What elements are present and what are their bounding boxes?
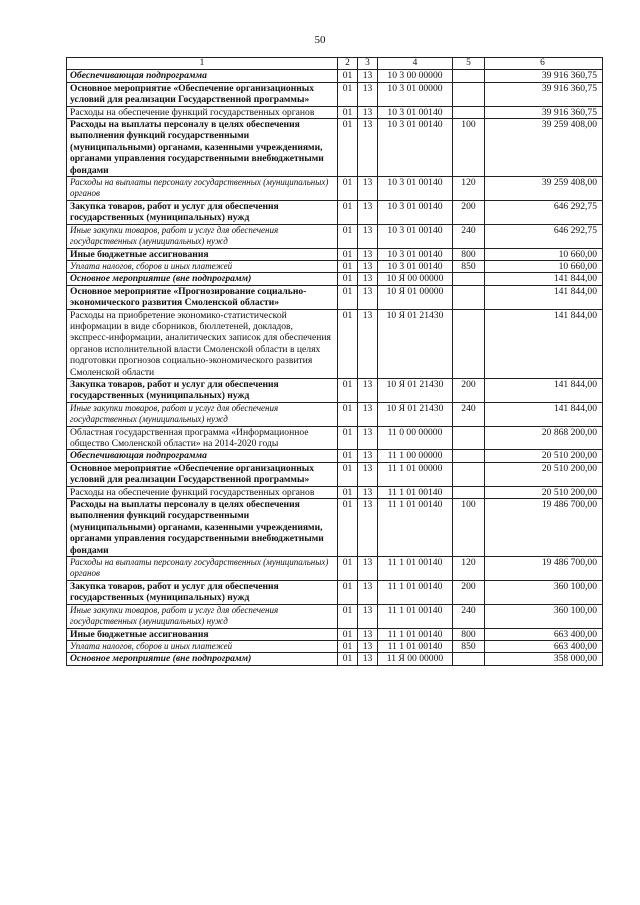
header-cell: 4: [378, 58, 453, 70]
expense-type-cell: 100: [453, 119, 485, 177]
table-row: [67, 653, 603, 665]
target-item-code-cell: 10 Я 00 00000: [378, 273, 453, 285]
expense-type-cell: 800: [453, 248, 485, 260]
table-row: [67, 462, 603, 486]
row-name-cell: Основное мероприятие (вне подпрограмм): [67, 653, 338, 665]
header-cell: 1: [67, 58, 338, 70]
expense-type-cell: [453, 653, 485, 665]
amount-cell: 141 844,00: [485, 309, 603, 378]
row-name-cell: Основное мероприятие «Прогнозирование социально-экономического развития Смоленской области»: [67, 285, 338, 309]
table-row: [67, 309, 603, 378]
table-row: [67, 273, 603, 285]
target-item-code-cell: 10 3 01 00140: [378, 119, 453, 177]
table-row: [67, 426, 603, 450]
target-item-code-cell: 11 1 01 00140: [378, 628, 453, 640]
expense-type-cell: [453, 273, 485, 285]
row-name-cell: Иные бюджетные ассигнования: [67, 248, 338, 260]
amount-cell: 19 486 700,00: [485, 557, 603, 581]
section-code-cell: 01: [338, 378, 358, 402]
table-row: [67, 580, 603, 604]
amount-cell: 20 868 200,00: [485, 426, 603, 450]
amount-cell: 20 510 200,00: [485, 462, 603, 486]
table-row: [67, 260, 603, 272]
target-item-code-cell: 10 3 01 00140: [378, 260, 453, 272]
subsection-code-cell: 13: [358, 309, 378, 378]
target-item-code-cell: 10 Я 01 21430: [378, 378, 453, 402]
budget-table: [66, 57, 603, 666]
subsection-code-cell: 13: [358, 426, 378, 450]
target-item-code-cell: 10 3 01 00140: [378, 248, 453, 260]
row-name-cell: Расходы на приобретение экономико-статистической информации в виде сборников, бюллетеней, докладов, экспресс-информации, аналитических записок для обеспечения органов исполнительной власти Смоленской области в целях подготовки прогнозов социально-экономического развития Смоленской области: [67, 309, 338, 378]
budget-table-body: [67, 58, 603, 666]
amount-cell: 20 510 200,00: [485, 486, 603, 498]
target-item-code-cell: 11 1 00 00000: [378, 450, 453, 462]
expense-type-cell: [453, 285, 485, 309]
subsection-code-cell: 13: [358, 557, 378, 581]
row-name-cell: Иные бюджетные ассигнования: [67, 628, 338, 640]
amount-cell: 141 844,00: [485, 273, 603, 285]
target-item-code-cell: 11 0 00 00000: [378, 426, 453, 450]
expense-type-cell: [453, 486, 485, 498]
target-item-code-cell: 11 1 01 00140: [378, 580, 453, 604]
target-item-code-cell: 10 3 01 00140: [378, 106, 453, 118]
section-code-cell: 01: [338, 580, 358, 604]
header-cell: 2: [338, 58, 358, 70]
section-code-cell: 01: [338, 200, 358, 224]
amount-cell: 10 660,00: [485, 260, 603, 272]
section-code-cell: 01: [338, 450, 358, 462]
target-item-code-cell: 10 Я 01 00000: [378, 285, 453, 309]
target-item-code-cell: 11 1 01 00140: [378, 486, 453, 498]
subsection-code-cell: 13: [358, 224, 378, 248]
row-name-cell: Расходы на обеспечение функций государственных органов: [67, 486, 338, 498]
subsection-code-cell: 13: [358, 260, 378, 272]
expense-type-cell: [453, 309, 485, 378]
subsection-code-cell: 13: [358, 177, 378, 201]
expense-type-cell: 120: [453, 557, 485, 581]
section-code-cell: 01: [338, 224, 358, 248]
section-code-cell: 01: [338, 604, 358, 628]
expense-type-cell: [453, 462, 485, 486]
expense-type-cell: [453, 70, 485, 82]
target-item-code-cell: 11 1 01 00140: [378, 604, 453, 628]
row-name-cell: Основное мероприятие (вне подпрограмм): [67, 273, 338, 285]
section-code-cell: 01: [338, 628, 358, 640]
row-name-cell: Обеспечивающая подпрограмма: [67, 450, 338, 462]
table-row: [67, 248, 603, 260]
row-name-cell: Закупка товаров, работ и услуг для обеспечения государственных (муниципальных) нужд: [67, 580, 338, 604]
page-number: 50: [314, 34, 326, 46]
amount-cell: 358 000,00: [485, 653, 603, 665]
amount-cell: 141 844,00: [485, 378, 603, 402]
target-item-code-cell: 10 Я 01 21430: [378, 309, 453, 378]
subsection-code-cell: 13: [358, 499, 378, 557]
section-code-cell: 01: [338, 653, 358, 665]
target-item-code-cell: 10 3 01 00140: [378, 224, 453, 248]
expense-type-cell: 200: [453, 378, 485, 402]
expense-type-cell: 200: [453, 580, 485, 604]
subsection-code-cell: 13: [358, 82, 378, 106]
amount-cell: 646 292,75: [485, 224, 603, 248]
target-item-code-cell: 10 3 01 00000: [378, 82, 453, 106]
section-code-cell: 01: [338, 426, 358, 450]
subsection-code-cell: 13: [358, 653, 378, 665]
table-row: [67, 402, 603, 426]
section-code-cell: 01: [338, 260, 358, 272]
section-code-cell: 01: [338, 285, 358, 309]
amount-cell: 360 100,00: [485, 604, 603, 628]
amount-cell: 39 916 360,75: [485, 106, 603, 118]
subsection-code-cell: 13: [358, 486, 378, 498]
section-code-cell: 01: [338, 557, 358, 581]
expense-type-cell: 800: [453, 628, 485, 640]
amount-cell: 39 259 408,00: [485, 119, 603, 177]
table-row: [67, 177, 603, 201]
amount-cell: 10 660,00: [485, 248, 603, 260]
subsection-code-cell: 13: [358, 640, 378, 652]
header-cell: 5: [453, 58, 485, 70]
subsection-code-cell: 13: [358, 378, 378, 402]
row-name-cell: Уплата налогов, сборов и иных платежей: [67, 260, 338, 272]
subsection-code-cell: 13: [358, 285, 378, 309]
expense-type-cell: 120: [453, 177, 485, 201]
table-row: [67, 557, 603, 581]
target-item-code-cell: 10 3 01 00140: [378, 177, 453, 201]
target-item-code-cell: 10 3 01 00140: [378, 200, 453, 224]
expense-type-cell: 850: [453, 640, 485, 652]
table-row: [67, 628, 603, 640]
amount-cell: 19 486 700,00: [485, 499, 603, 557]
amount-cell: 39 259 408,00: [485, 177, 603, 201]
table-row: [67, 604, 603, 628]
section-code-cell: 01: [338, 640, 358, 652]
row-name-cell: Основное мероприятие «Обеспечение организационных условий для реализации Государственной программы»: [67, 82, 338, 106]
amount-cell: 663 400,00: [485, 640, 603, 652]
amount-cell: 663 400,00: [485, 628, 603, 640]
row-name-cell: Областная государственная программа «Информационное общество Смоленской области» на 2014-2020 годы: [67, 426, 338, 450]
row-name-cell: Обеспечивающая подпрограмма: [67, 70, 338, 82]
row-name-cell: Расходы на выплаты персоналу государственных (муниципальных) органов: [67, 557, 338, 581]
section-code-cell: 01: [338, 402, 358, 426]
section-code-cell: 01: [338, 499, 358, 557]
subsection-code-cell: 13: [358, 402, 378, 426]
table-row: [67, 70, 603, 82]
section-code-cell: 01: [338, 309, 358, 378]
expense-type-cell: [453, 450, 485, 462]
header-row: [67, 58, 603, 70]
row-name-cell: Расходы на обеспечение функций государственных органов: [67, 106, 338, 118]
row-name-cell: Расходы на выплаты персоналу в целях обеспечения выполнения функций государственными (муниципальными) органами, казенными учреждениями, органами управления государственными внебюджетными фондами: [67, 499, 338, 557]
row-name-cell: Закупка товаров, работ и услуг для обеспечения государственных (муниципальных) нужд: [67, 378, 338, 402]
amount-cell: 20 510 200,00: [485, 450, 603, 462]
table-row: [67, 119, 603, 177]
amount-cell: 141 844,00: [485, 285, 603, 309]
amount-cell: 646 292,75: [485, 200, 603, 224]
header-cell: 6: [485, 58, 603, 70]
target-item-code-cell: 11 1 01 00140: [378, 640, 453, 652]
target-item-code-cell: 10 3 00 00000: [378, 70, 453, 82]
row-name-cell: Иные закупки товаров, работ и услуг для обеспечения государственных (муниципальных) нужд: [67, 402, 338, 426]
subsection-code-cell: 13: [358, 106, 378, 118]
expense-type-cell: 850: [453, 260, 485, 272]
target-item-code-cell: 10 Я 01 21430: [378, 402, 453, 426]
amount-cell: 39 916 360,75: [485, 82, 603, 106]
expense-type-cell: 240: [453, 604, 485, 628]
table-row: [67, 200, 603, 224]
section-code-cell: 01: [338, 248, 358, 260]
expense-type-cell: 240: [453, 224, 485, 248]
subsection-code-cell: 13: [358, 628, 378, 640]
table-row: [67, 378, 603, 402]
section-code-cell: 01: [338, 106, 358, 118]
table-row: [67, 640, 603, 652]
section-code-cell: 01: [338, 177, 358, 201]
table-row: [67, 486, 603, 498]
section-code-cell: 01: [338, 82, 358, 106]
row-name-cell: Расходы на выплаты персоналу в целях обеспечения выполнения функций государственными (муниципальными) органами, казенными учреждениями, органами управления государственными внебюджетными фондами: [67, 119, 338, 177]
amount-cell: 360 100,00: [485, 580, 603, 604]
expense-type-cell: 200: [453, 200, 485, 224]
subsection-code-cell: 13: [358, 248, 378, 260]
subsection-code-cell: 13: [358, 604, 378, 628]
subsection-code-cell: 13: [358, 450, 378, 462]
amount-cell: 39 916 360,75: [485, 70, 603, 82]
header-cell: 3: [358, 58, 378, 70]
table-row: [67, 106, 603, 118]
subsection-code-cell: 13: [358, 200, 378, 224]
table-row: [67, 82, 603, 106]
subsection-code-cell: 13: [358, 273, 378, 285]
section-code-cell: 01: [338, 70, 358, 82]
amount-cell: 141 844,00: [485, 402, 603, 426]
subsection-code-cell: 13: [358, 462, 378, 486]
expense-type-cell: [453, 82, 485, 106]
row-name-cell: Иные закупки товаров, работ и услуг для обеспечения государственных (муниципальных) нужд: [67, 604, 338, 628]
target-item-code-cell: 11 1 01 00140: [378, 499, 453, 557]
row-name-cell: Уплата налогов, сборов и иных платежей: [67, 640, 338, 652]
target-item-code-cell: 11 Я 00 00000: [378, 653, 453, 665]
target-item-code-cell: 11 1 01 00140: [378, 557, 453, 581]
target-item-code-cell: 11 1 01 00000: [378, 462, 453, 486]
expense-type-cell: 100: [453, 499, 485, 557]
row-name-cell: Основное мероприятие «Обеспечение организационных условий для реализации Государственной программы»: [67, 462, 338, 486]
table-row: [67, 285, 603, 309]
row-name-cell: Закупка товаров, работ и услуг для обеспечения государственных (муниципальных) нужд: [67, 200, 338, 224]
section-code-cell: 01: [338, 486, 358, 498]
subsection-code-cell: 13: [358, 580, 378, 604]
subsection-code-cell: 13: [358, 119, 378, 177]
row-name-cell: Иные закупки товаров, работ и услуг для обеспечения государственных (муниципальных) нужд: [67, 224, 338, 248]
expense-type-cell: [453, 106, 485, 118]
subsection-code-cell: 13: [358, 70, 378, 82]
expense-type-cell: [453, 426, 485, 450]
section-code-cell: 01: [338, 273, 358, 285]
row-name-cell: Расходы на выплаты персоналу государственных (муниципальных) органов: [67, 177, 338, 201]
expense-type-cell: 240: [453, 402, 485, 426]
section-code-cell: 01: [338, 462, 358, 486]
table-row: [67, 499, 603, 557]
table-row: [67, 224, 603, 248]
table-row: [67, 450, 603, 462]
section-code-cell: 01: [338, 119, 358, 177]
